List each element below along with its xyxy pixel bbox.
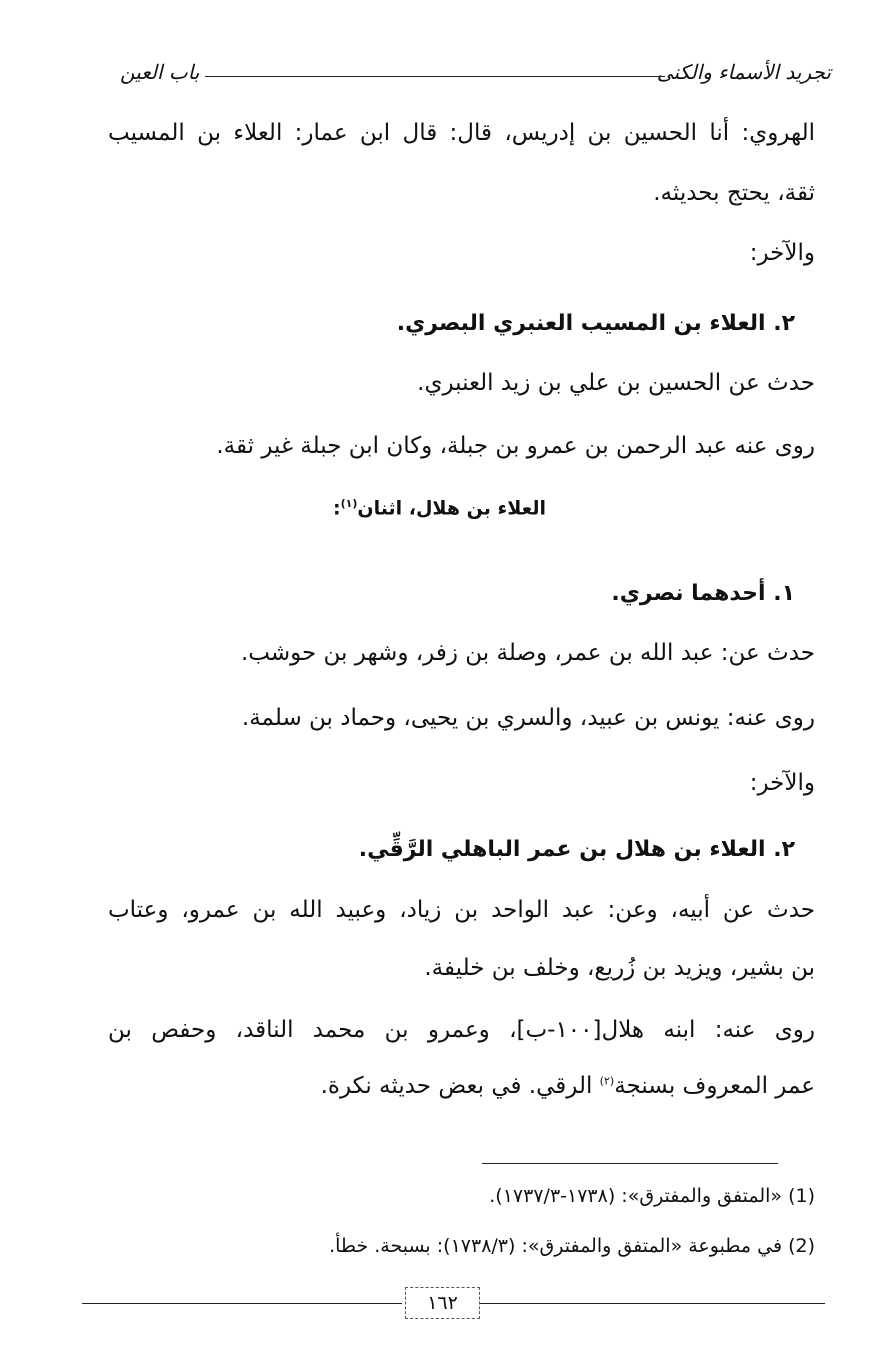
body-line-3: والآخر: — [749, 240, 815, 266]
page-number: ١٦٢ — [405, 1287, 480, 1319]
entry-3-by-line-2-part-a: عمر المعروف بسنجة — [614, 1073, 815, 1099]
footnote-ref-2: (٢) — [599, 1074, 615, 1088]
entry-3-from-line-1: حدث عن أبيه، وعن: عبد الواحد بن زياد، وعبيد الله بن عمرو، وعتاب — [108, 897, 815, 923]
entry-3-from-line-2: بن بشير، ويزيد بن زُريع، وخلف بن خليفة. — [424, 955, 815, 981]
bottom-rule-left — [82, 1303, 402, 1304]
header-rule — [205, 76, 665, 77]
bottom-rule-right — [480, 1303, 825, 1304]
other-label: والآخر: — [749, 770, 815, 796]
footnote-2: (2) في مطبوعة «المتفق والمفترق»: (١٧٣٨/٣): بسبحة. خطأ. — [329, 1235, 815, 1257]
entry-3-by-line-1: روى عنه: ابنه هلال[١٠٠-ب]، وعمرو بن محمد الناقد، وحفص بن — [108, 1017, 815, 1043]
footnote-rule — [482, 1163, 778, 1164]
running-head-title: تجريد الأسماء والكنى — [656, 60, 831, 84]
entry-2-narrated-from: حدث عن الحسين بن علي بن زيد العنبري. — [417, 370, 815, 396]
section-heading — [0, 497, 879, 519]
section-heading-text: العلاء بن هلال، اثنان — [357, 497, 547, 520]
entry-heading-1: ١. أحدهما نصري. — [611, 581, 795, 606]
footnote-1: (1) «المتفق والمفترق»: (١٧٣٨-١٧٣٧/٣). — [489, 1185, 815, 1207]
entry-3-by-line-2 — [321, 1073, 815, 1099]
footnote-ref-1: (١) — [340, 497, 358, 510]
entry-3-by-line-2-part-b: الرقي. في بعض حديثه نكرة. — [320, 1073, 600, 1099]
running-head-chapter: باب العين — [120, 60, 200, 84]
entry-1-narrated-by: روى عنه: يونس بن عبيد، والسري بن يحيى، وحماد بن سلمة. — [241, 705, 815, 731]
body-line-1: الهروي: أنا الحسين بن إدريس، قال: قال ابن عمار: العلاء بن المسيب — [108, 120, 815, 146]
entry-2-narrated-by: روى عنه عبد الرحمن بن عمرو بن جبلة، وكان ابن جبلة غير ثقة. — [216, 433, 815, 459]
entry-1-narrated-from: حدث عن: عبد الله بن عمر، وصلة بن زفر، وشهر بن حوشب. — [240, 640, 815, 666]
entry-heading-2: ٢. العلاء بن المسيب العنبري البصري. — [396, 311, 795, 336]
entry-heading-3: ٢. العلاء بن هلال بن عمر الباهلي الرَّقِّي. — [358, 837, 795, 862]
section-heading-colon: : — [332, 497, 341, 520]
body-line-2: ثقة، يحتج بحديثه. — [653, 180, 815, 206]
